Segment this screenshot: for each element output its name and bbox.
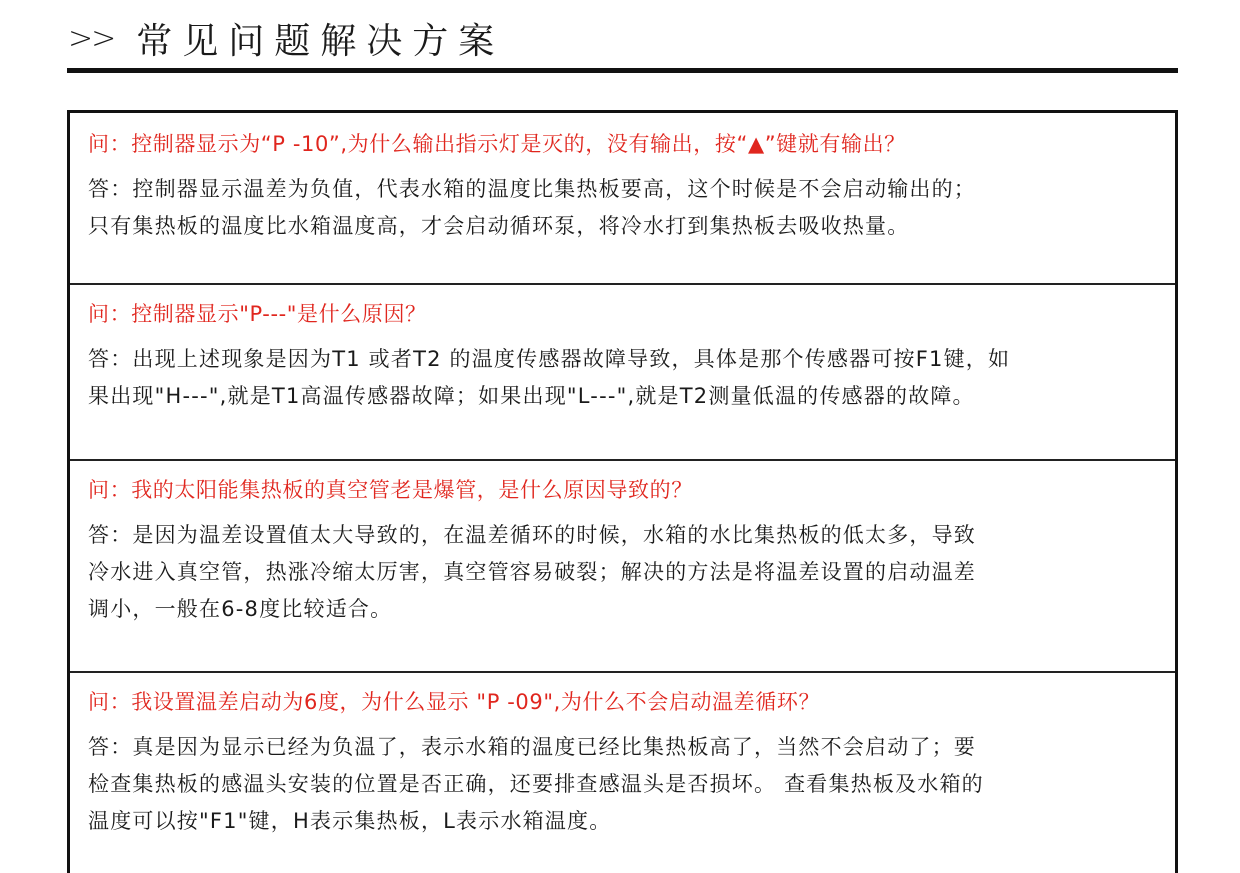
faq-answer-line: 检查集热板的感温头安装的位置是否正确，还要排查感温头是否损坏。 查看集热板及水箱的: [88, 772, 984, 796]
faq-answer-line: 果出现"H---",就是T1高温传感器故障；如果出现"L---",就是T2测量低温的传感器的故障。: [88, 384, 975, 408]
faq-answer: [88, 729, 1161, 840]
faq-item: [70, 461, 1175, 673]
faq-answer: [88, 517, 1161, 628]
faq-answer: [88, 171, 1161, 245]
faq-answer-line: 答：出现上述现象是因为T1 或者T2 的温度传感器故障导致，具体是那个传感器可按F1键，如: [88, 347, 1011, 371]
faq-box: [67, 110, 1178, 873]
header-divider: [67, 68, 1178, 73]
double-chevron-icon: >>: [68, 20, 115, 56]
faq-question: 问：我的太阳能集热板的真空管老是爆管，是什么原因导致的？: [88, 478, 693, 502]
faq-answer-line: 答：控制器显示温差为负值，代表水箱的温度比集热板要高，这个时候是不会启动输出的；: [88, 177, 976, 201]
faq-question: 问：控制器显示"P---"是什么原因？: [88, 302, 427, 326]
page-header: [68, 8, 504, 68]
faq-item: [70, 673, 1175, 873]
page-title: 常见问题解决方案: [136, 20, 505, 62]
faq-answer: [88, 341, 1161, 415]
faq-answer-line: 调小，一般在6-8度比较适合。: [88, 597, 393, 621]
faq-answer-line: 温度可以按"F1"键，H表示集热板，L表示水箱温度。: [88, 809, 612, 833]
faq-item: [70, 285, 1175, 461]
faq-item: [70, 113, 1175, 285]
faq-answer-line: 冷水进入真空管，热涨冷缩太厉害，真空管容易破裂；解决的方法是将温差设置的启动温差: [88, 560, 976, 584]
faq-answer-line: 答：是因为温差设置值太大导致的，在温差循环的时候，水箱的水比集热板的低太多，导致: [88, 523, 976, 547]
faq-answer-line: 只有集热板的温度比水箱温度高，才会启动循环泵，将冷水打到集热板去吸收热量。: [88, 214, 910, 238]
faq-answer-line: 答：真是因为显示已经为负温了，表示水箱的温度已经比集热板高了，当然不会启动了；要: [88, 735, 976, 759]
faq-question: 问：我设置温差启动为6度，为什么显示 "P -09",为什么不会启动温差循环？: [88, 690, 821, 714]
faq-question: 问：控制器显示为“P -10”,为什么输出指示灯是灭的，没有输出，按“▲”键就有输出？: [88, 132, 906, 156]
